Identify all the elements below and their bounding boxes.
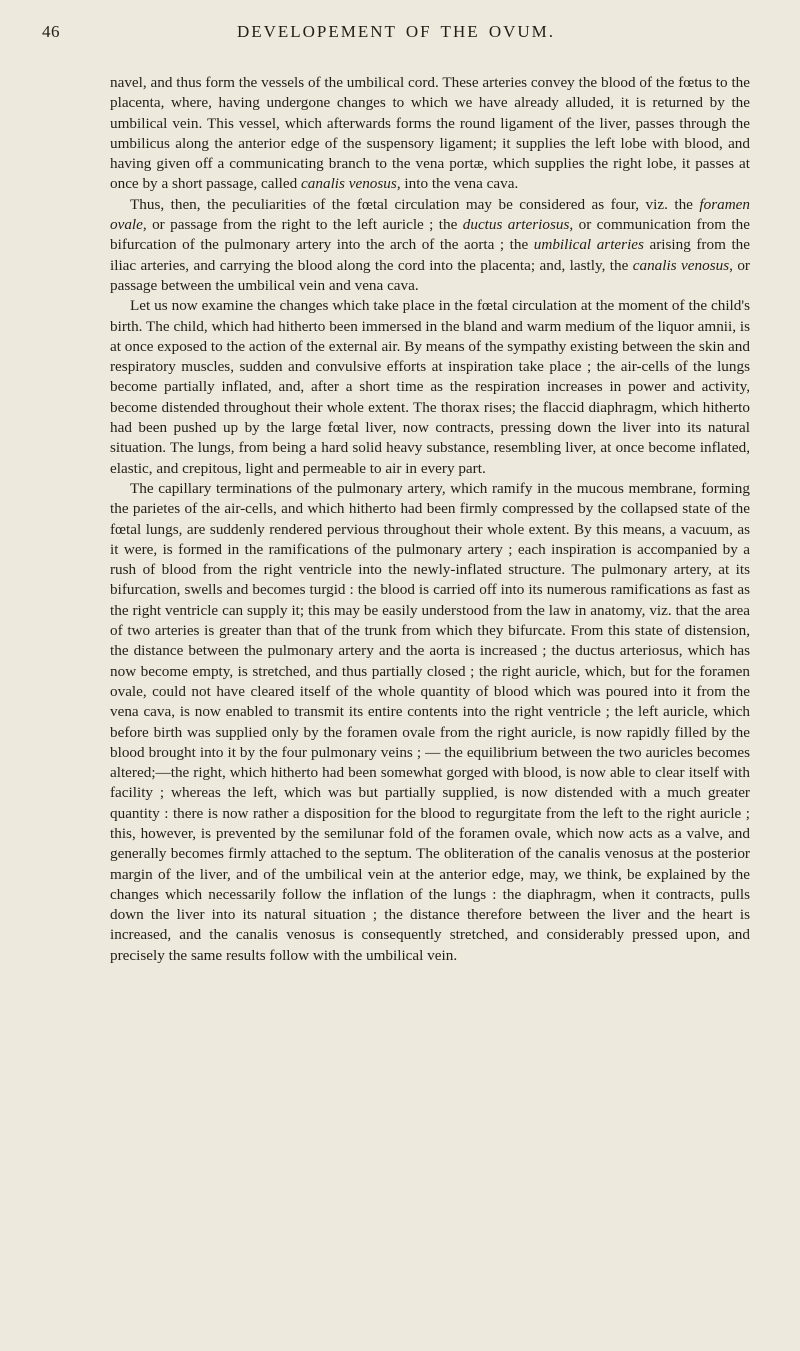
italic-term: ductus arteriosus — [462, 216, 570, 234]
text-run: , into the vena cava. — [396, 175, 519, 193]
paragraph-4 — [110, 479, 750, 966]
italic-term: foramen ovale — [110, 195, 750, 234]
paragraph-1 — [110, 73, 750, 195]
italic-term: umbilical arteries — [533, 236, 644, 254]
text-run: , or passage from the right to the left auricle ; the — [142, 216, 463, 234]
text-run: , or communication from the bifurcation of the pulmonary artery into the arch of the aorta ; the — [110, 216, 750, 254]
running-title: DEVELOPEMENT OF THE OVUM. — [236, 22, 556, 41]
running-head — [42, 22, 750, 48]
text-run: Thus, then, the peculiarities of the fœtal circulation may be considered as four, viz. the — [130, 195, 700, 213]
body-text — [110, 73, 750, 966]
text-run: navel, and thus form the vessels of the umbilical cord. These arteries convey the blood of the fœtus to the placenta, where, having undergone changes to which we have already alluded, it is returned by the umbilical vein. This vessel, which afterwards forms the round ligament of the liver, passes through the umbilicus along the anterior edge of the suspensory ligament; it supplies the left lobe with blood, and having given off a communicating branch to the vena portæ, which supplies the right lobe, it passes at once by a short passage, called — [110, 74, 750, 193]
text-run: , or passage between the umbilical vein and vena cava. — [110, 256, 750, 294]
text-run: Let us now examine the changes which take place in the fœtal circulation at the moment of the child's birth. The child, which had hitherto been immersed in the bland and warm medium of the liquor amnii, is at once exposed to the action of the external air. By means of the sympathy existing between the skin and respiratory muscles, sudden and convulsive efforts at inspiration take place ; the air-cells of the lungs become partially inflated, and, after a short time as the respiration increases in power and activity, become distended throughout their whole extent. The thorax rises; the flaccid diaphragm, which hitherto had been pushed up by the large fœtal liver, now contracts, pressing down the liver into its natural situation. The lungs, from being a hard solid heavy substance, resembling liver, at once become inflated, elastic, and crepitous, light and permeable to air in every part. — [110, 297, 750, 477]
text-run: arising from the iliac arteries, and carrying the blood along the cord into the placenta; and, lastly, the — [110, 236, 750, 274]
text-run: The capillary terminations of the pulmonary artery, which ramify in the mucous membrane, forming the parietes of the air-cells, and which hitherto had been firmly compressed by the collapsed state of the fœtal lungs, are suddenly rendered pervious throughout their whole extent. By this means, a vacuum, as it were, is formed in the ramifications of the pulmonary artery ; each inspiration is accompanied by a rush of blood from the right ventricle into the newly-inflated structure. The pulmonary artery, at its bifurcation, swells and becomes turgid : the blood is carried off into its numerous ramifications as fast as the right ventricle can supply it; this may be easily understood from the law in anatomy, viz. that the area of two arteries is greater than that of the trunk from which they bifurcate. From this state of distension, the distance between the pulmonary artery and the aorta is increased ; the ductus arteriosus, which has now become empty, is stretched, and thus partially closed ; the right auricle, which, but for the foramen ovale, could not have cleared itself of the whole quantity of blood which was poured into it from the vena cava, is now enabled to transmit its entire contents into the right ventricle ; the left auricle, which before birth was supplied only by the foramen ovale from the right auricle, is now rapidly filled by the blood brought into it by the four pulmonary veins ; — the equilibrium between the two auricles becomes altered;—the right, which hitherto had been somewhat gorged with blood, is now able to clear itself with facility ; whereas the left, which was but partially supplied, is now distended with a much greater quantity : there is now rather a disposition for the blood to regurgitate from the left to the right auricle ; this, however, is prevented by the semilunar fold of the foramen ovale, which now acts as a valve, and generally becomes firmly attached to the septum. The obliteration of the canalis venosus at the posterior margin of the liver, and of the umbilical vein at the anterior edge, may, we think, be explained by the changes which necessarily follow the inflation of the lungs : the diaphragm, when it contracts, pulls down the liver into its natural situation ; the distance therefore between the liver and the heart is increased, and the canalis venosus is consequently stretched, and considerably pressed upon, and precisely the same results follow with the umbilical vein. — [110, 479, 750, 964]
italic-term: canalis venosus — [301, 175, 397, 193]
italic-term: canalis venosus — [632, 256, 730, 274]
paragraph-3 — [110, 296, 750, 479]
page-number: 46 — [42, 22, 60, 41]
paragraph-2 — [110, 195, 750, 296]
